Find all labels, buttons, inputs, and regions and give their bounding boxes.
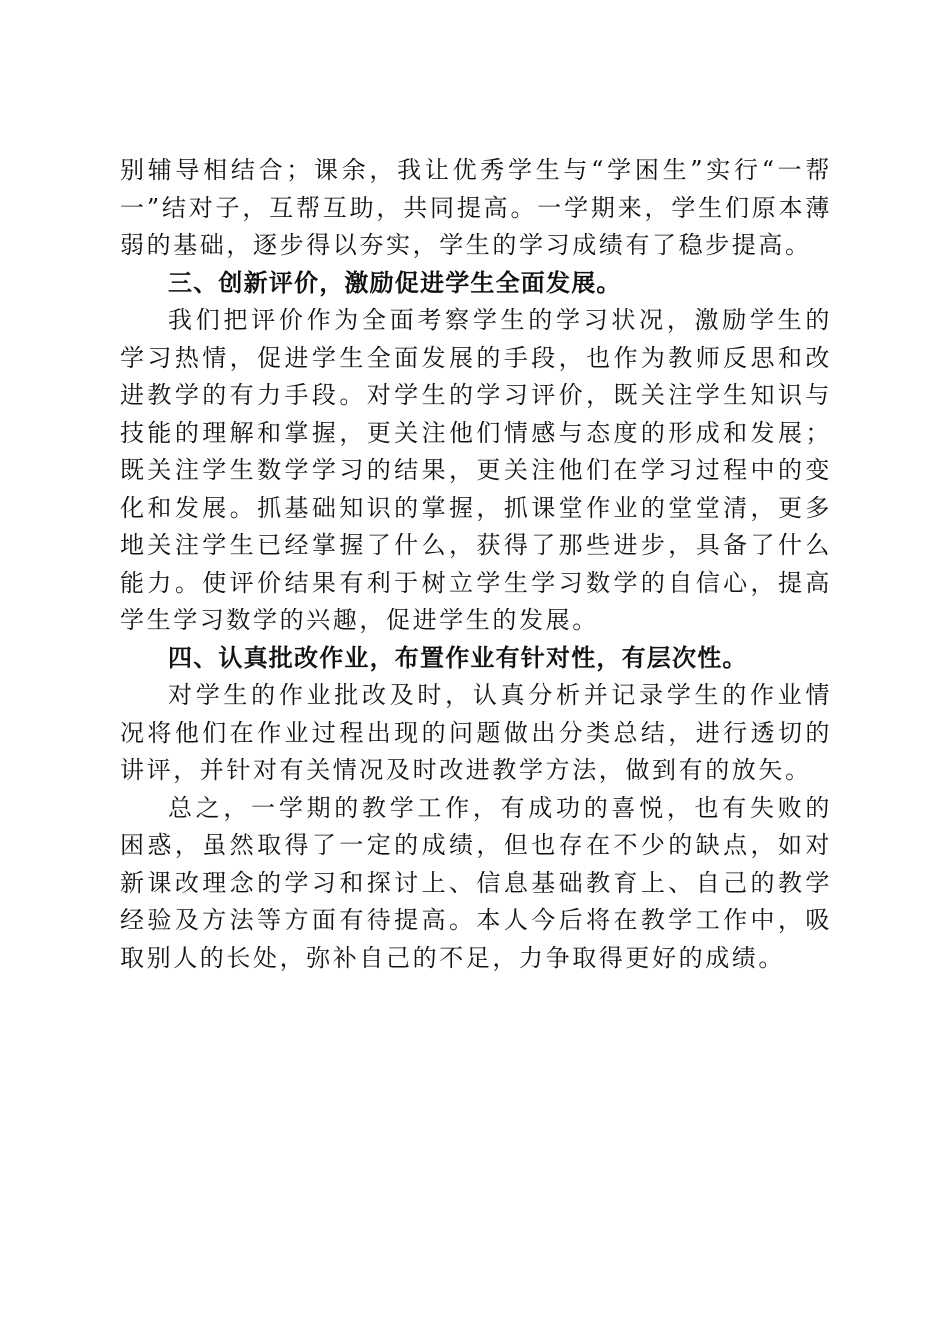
paragraph-homework: 对学生的作业批改及时，认真分析并记录学生的作业情况将他们在作业过程出现的问题做出分类总结，进行透切的讲评，并针对有关情况及时改进教学方法，做到有的放矢。	[120, 681, 832, 784]
paragraph-evaluation: 我们把评价作为全面考察学生的学习状况，激励学生的学习热情，促进学生全面发展的手段，也作为教师反思和改进教学的有力手段。对学生的学习评价，既关注学生知识与技能的理解和掌握，更关注他们情感与态度的形成和发展；既关注学生数学学习的结果，更关注他们在学习过程中的变化和发展。抓基础知识的掌握，抓课堂作业的堂堂清，更多地关注学生已经掌握了什么，获得了那些进步，具备了什么能力。使评价结果有利于树立学生学习数学的自信心，提高学生学习数学的兴趣，促进学生的发展。	[120, 306, 832, 634]
section-heading-4: 四、认真批改作业，布置作业有针对性，有层次性。	[168, 643, 748, 672]
section-heading-3: 三、创新评价，激励促进学生全面发展。	[168, 268, 622, 297]
paragraph-summary: 总之，一学期的教学工作，有成功的喜悦，也有失败的困惑，虽然取得了一定的成绩，但也存在不少的缺点，如对新课改理念的学习和探讨上、信息基础教育上、自己的教学经验及方法等方面有待提高。本人今后将在教学工作中，吸取别人的长处，弥补自己的不足，力争取得更好的成绩。	[120, 793, 832, 972]
document-body	[120, 152, 832, 977]
paragraph-continued: 别辅导相结合；课余，我让优秀学生与“学困生”实行“一帮一”结对子，互帮互助，共同提高。一学期来，学生们原本薄弱的基础，逐步得以夯实，学生的学习成绩有了稳步提高。	[120, 156, 832, 259]
